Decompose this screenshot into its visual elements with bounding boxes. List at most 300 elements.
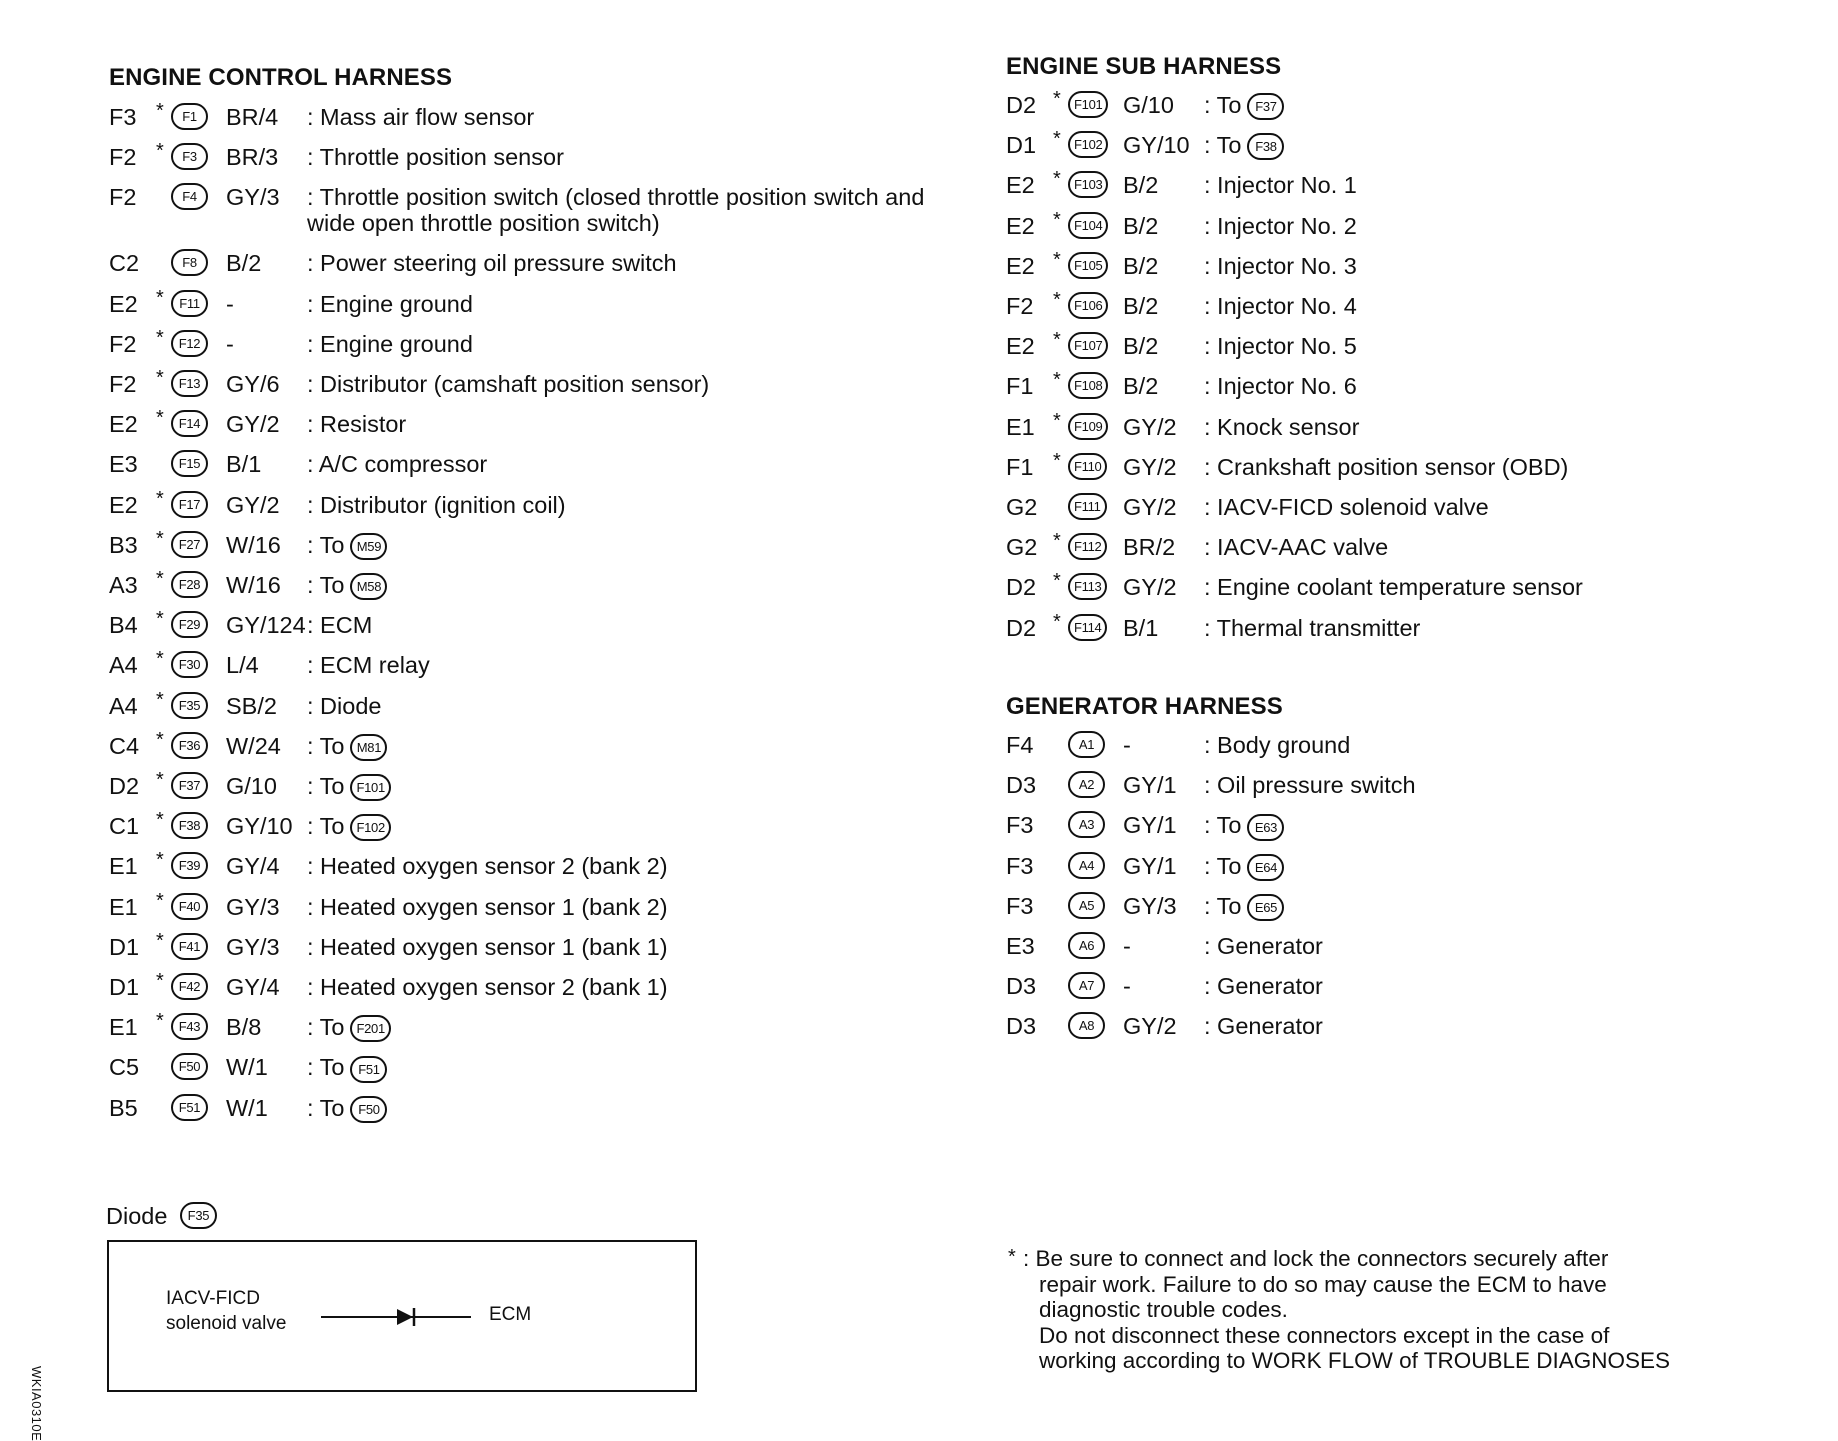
wire-spec: B/8 [226, 1014, 262, 1041]
lock-star: * [1053, 289, 1061, 311]
lock-star: * [156, 728, 164, 751]
lock-star: * [1053, 88, 1061, 110]
connector-badge: A2 [1068, 771, 1105, 798]
description: : ECM relay [307, 652, 430, 679]
harness-row [1006, 853, 1786, 893]
description [307, 1095, 387, 1123]
harness-row [1006, 128, 1786, 172]
lock-star: * [156, 326, 164, 349]
location-code: D1 [109, 933, 140, 960]
location-code: B4 [109, 612, 138, 639]
description: : Engine coolant temperature sensor [1204, 574, 1583, 601]
lock-star: * [156, 407, 164, 430]
location-code: E3 [109, 451, 138, 478]
wire-spec: B/2 [1123, 252, 1159, 279]
lock-star: * [1053, 610, 1061, 633]
lock-star: * [1053, 208, 1061, 231]
lock-star: * [156, 140, 164, 163]
connector-badge: F40 [171, 893, 208, 920]
connector-badge: F111 [1068, 493, 1107, 520]
harness-row [1006, 610, 1786, 655]
wire-spec: GY/1 [1123, 772, 1177, 799]
connector-badge: F39 [171, 852, 208, 879]
description [307, 813, 391, 841]
harness-row [1006, 812, 1786, 852]
description [1204, 812, 1284, 840]
location-code: C4 [109, 732, 140, 759]
location-code: C5 [109, 1054, 140, 1081]
lock-star: * [156, 889, 164, 912]
connector-badge: F13 [171, 370, 208, 397]
connector-badge: F101 [350, 774, 390, 801]
location-code: D2 [1006, 574, 1037, 601]
connector-badge: F27 [171, 531, 208, 558]
wire-spec: - [1123, 933, 1131, 959]
description-text: : To [307, 813, 345, 840]
connector-badge: F201 [350, 1015, 390, 1042]
harness-row [109, 608, 889, 652]
harness-row [1006, 248, 1786, 293]
connector-badge: F112 [1068, 533, 1107, 560]
description-text: : To [1204, 812, 1242, 839]
harness-row [109, 527, 889, 572]
harness-row [1006, 449, 1786, 494]
wire-spec: - [226, 290, 234, 317]
description: : Throttle position switch (closed throttle position switch and wide open throttle position switch) [307, 184, 925, 237]
harness-row [1006, 208, 1786, 253]
location-code: E2 [1006, 172, 1035, 199]
lock-star: * [156, 648, 164, 671]
diode-diagram [107, 1240, 697, 1392]
connector-badge: F3 [171, 143, 208, 170]
lock-star: * [156, 970, 164, 992]
wire-spec: GY/4 [226, 974, 280, 1000]
connector-badge: F114 [1068, 614, 1107, 641]
harness-row [109, 688, 889, 733]
location-code: E1 [109, 1014, 138, 1041]
description-text: : To [1204, 132, 1242, 159]
wire-spec: GY/1 [1123, 852, 1177, 879]
lock-star: * [156, 286, 164, 309]
description [1204, 893, 1284, 921]
location-code: B5 [109, 1094, 138, 1121]
harness-row [109, 970, 889, 1014]
description: : IACV-FICD solenoid valve [1204, 494, 1489, 520]
harness-row [1006, 369, 1786, 413]
wire-spec: GY/2 [226, 491, 280, 518]
connector-badge: F108 [1068, 372, 1108, 399]
harness-row [1006, 893, 1786, 933]
wire-spec: BR/2 [1123, 534, 1176, 561]
wire-spec: GY/2 [1123, 494, 1177, 520]
lock-star: * [156, 929, 164, 952]
harness-row [109, 451, 889, 491]
connector-badge: M81 [350, 734, 387, 761]
description [307, 1014, 391, 1042]
harness-row [1006, 732, 1786, 772]
connector-badge: A4 [1068, 852, 1105, 879]
wire-spec: GY/2 [1123, 413, 1177, 440]
location-code: F3 [1006, 852, 1034, 879]
wire-spec: GY/2 [1123, 1013, 1177, 1040]
connector-badge: F50 [171, 1053, 208, 1080]
connector-badge: E64 [1247, 854, 1284, 881]
connector-badge: F103 [1068, 171, 1108, 198]
description: : Engine ground [307, 330, 473, 357]
connector-badge: A3 [1068, 811, 1105, 838]
wire-spec: B/2 [226, 250, 262, 277]
harness-row [109, 809, 889, 853]
harness-row [109, 286, 889, 331]
harness-row [109, 1095, 889, 1135]
location-code: C1 [109, 813, 140, 840]
note-line-3: diagnostic trouble codes. [1039, 1297, 1288, 1322]
connector-badge: E63 [1247, 814, 1284, 841]
lock-star: * [1053, 248, 1061, 271]
description-text: : To [307, 1014, 345, 1041]
engine-control-title: ENGINE CONTROL HARNESS [109, 64, 453, 91]
description: : IACV-AAC valve [1204, 534, 1389, 561]
wire-spec: GY/3 [226, 893, 280, 920]
connector-badge: F8 [171, 249, 208, 276]
location-code: E2 [109, 411, 138, 438]
description: : Distributor (ignition coil) [307, 491, 566, 518]
description [307, 1054, 387, 1082]
harness-row [1006, 289, 1786, 333]
warning-note [1023, 1246, 1670, 1374]
connector-badge: F28 [171, 571, 208, 598]
description: : Resistor [307, 411, 407, 438]
lock-star: * [1053, 168, 1061, 191]
description-text: : To [307, 732, 345, 759]
description: : Heated oxygen sensor 2 (bank 1) [307, 974, 668, 1000]
wire-spec: BR/3 [226, 144, 279, 171]
lock-star: * [156, 1010, 164, 1033]
connector-badge: F110 [1068, 453, 1107, 480]
generator-title: GENERATOR HARNESS [1006, 693, 1283, 720]
location-code: A4 [109, 692, 138, 719]
connector-badge: F50 [350, 1096, 387, 1123]
harness-row [109, 849, 889, 893]
location-code: G2 [1006, 534, 1038, 561]
harness-row [109, 367, 889, 411]
description-text: : To [1204, 92, 1242, 118]
location-code: D2 [109, 773, 140, 799]
description [307, 733, 387, 761]
harness-row [109, 407, 889, 451]
location-code: E2 [1006, 212, 1035, 239]
description-text: : To [307, 1054, 345, 1081]
note-star: * [1008, 1246, 1016, 1268]
wire-spec: - [226, 330, 234, 357]
lock-star: * [1053, 530, 1061, 553]
harness-row [1006, 1013, 1786, 1053]
wire-spec: W/16 [226, 531, 281, 558]
location-code: F1 [1006, 373, 1034, 400]
lock-star: * [156, 487, 164, 510]
connector-badge: M59 [350, 533, 387, 560]
harness-row [109, 1010, 889, 1054]
wire-spec: B/1 [1123, 614, 1159, 641]
note-line-4: Do not disconnect these connectors except in the case of [1039, 1322, 1610, 1348]
description: : Distributor (camshaft position sensor) [307, 371, 710, 397]
location-code: G2 [1006, 494, 1038, 520]
location-code: B3 [109, 531, 138, 558]
description-text: : To [307, 773, 345, 799]
connector-badge: F37 [171, 772, 208, 799]
description [1204, 92, 1284, 120]
wire-spec: GY/2 [1123, 574, 1177, 601]
harness-row [109, 568, 889, 612]
location-code: E1 [109, 853, 138, 880]
connector-badge: F29 [171, 611, 208, 638]
wire-spec: GY/1 [1123, 812, 1177, 839]
connector-badge: F14 [171, 410, 208, 437]
description-text: : To [1204, 852, 1242, 879]
location-code: F2 [109, 330, 137, 357]
wire-spec: - [1123, 973, 1131, 1000]
location-code: D3 [1006, 1013, 1037, 1040]
wire-spec: B/2 [1123, 172, 1159, 199]
description: : Injector No. 5 [1204, 333, 1357, 360]
description: : Throttle position sensor [307, 144, 564, 171]
description: : Generator [1204, 933, 1323, 959]
wire-spec: GY/124 [226, 612, 306, 639]
lock-star: * [156, 769, 164, 791]
location-code: A3 [109, 572, 138, 598]
lock-star: * [156, 809, 164, 832]
wire-spec: B/2 [1123, 293, 1159, 319]
location-code: D3 [1006, 973, 1037, 1000]
connector-badge: F1 [171, 103, 208, 130]
connector-badge: F105 [1068, 252, 1108, 279]
diode-label: Diode [106, 1203, 168, 1229]
wire-spec: GY/4 [226, 853, 280, 880]
harness-row [109, 250, 889, 290]
location-code: E2 [1006, 252, 1035, 279]
description-text: : To [307, 531, 345, 558]
lock-star: * [1053, 128, 1061, 151]
harness-row [1006, 530, 1786, 574]
description: : Generator [1204, 1013, 1323, 1040]
connector-badge: E65 [1247, 894, 1284, 921]
wire-spec: B/1 [226, 451, 262, 478]
description: : Engine ground [307, 290, 473, 317]
description: : Thermal transmitter [1204, 614, 1421, 641]
diode-connector-badge: F35 [180, 1202, 217, 1229]
description: : Injector No. 6 [1204, 373, 1357, 400]
lock-star: * [156, 568, 164, 590]
lock-star: * [1053, 409, 1061, 432]
connector-badge: F38 [171, 812, 208, 839]
connector-badge: M58 [350, 573, 387, 600]
lock-star: * [156, 527, 164, 550]
location-code: A4 [109, 652, 138, 679]
harness-row [109, 889, 889, 934]
harness-row [1006, 329, 1786, 373]
description: : Mass air flow sensor [307, 104, 535, 130]
diode-left-label: IACV-FICD solenoid valve [166, 1288, 287, 1334]
lock-star: * [1053, 449, 1061, 472]
location-code: F2 [109, 371, 137, 397]
connector-badge: F109 [1068, 413, 1108, 440]
location-code: F3 [1006, 892, 1034, 919]
lock-star: * [156, 367, 164, 389]
wire-spec: SB/2 [226, 692, 277, 719]
harness-row [1006, 570, 1786, 614]
connector-badge: F38 [1247, 133, 1284, 160]
description: : Power steering oil pressure switch [307, 250, 677, 277]
description-text: : To [1204, 892, 1242, 919]
connector-badge: F102 [1068, 131, 1108, 158]
description-text: : To [307, 572, 345, 598]
connector-badge: F35 [171, 692, 208, 719]
description: : Oil pressure switch [1204, 772, 1416, 799]
wire-spec: G/10 [226, 773, 277, 799]
lock-star: * [156, 688, 164, 711]
harness-row [109, 769, 889, 813]
wire-spec: GY/2 [226, 411, 280, 438]
harness-row [109, 184, 925, 237]
lock-star: * [156, 849, 164, 872]
figure-code: WKIA0310E [29, 1366, 44, 1441]
connector-badge: A1 [1068, 731, 1105, 758]
wire-spec: - [1123, 732, 1131, 758]
harness-row [109, 728, 889, 773]
connector-badge: F107 [1068, 332, 1108, 359]
harness-row [109, 648, 889, 692]
description: : Heated oxygen sensor 1 (bank 2) [307, 893, 668, 920]
description: : Heated oxygen sensor 1 (bank 1) [307, 933, 668, 960]
description: : Diode [307, 692, 382, 719]
diode-right-label: ECM [489, 1304, 532, 1325]
location-code: D1 [109, 974, 140, 1000]
note-line-5: working according to WORK FLOW of TROUBLE DIAGNOSES [1039, 1348, 1671, 1373]
diode-heading [106, 1203, 217, 1231]
wire-spec: W/1 [226, 1054, 268, 1081]
location-code: D3 [1006, 772, 1037, 799]
connector-badge: F43 [171, 1013, 208, 1040]
description: : Generator [1204, 973, 1323, 1000]
description [1204, 853, 1284, 881]
wire-spec: GY/10 [1123, 132, 1190, 159]
connector-badge: F102 [350, 814, 390, 841]
connector-badge: F11 [171, 290, 208, 317]
location-code: E1 [1006, 413, 1035, 440]
connector-badge: F30 [171, 651, 208, 678]
connector-badge: F36 [171, 732, 208, 759]
lock-star: * [156, 608, 164, 631]
description: : Heated oxygen sensor 2 (bank 2) [307, 853, 668, 880]
wire-spec: BR/4 [226, 104, 279, 130]
harness-row [1006, 88, 1786, 132]
connector-badge: A6 [1068, 932, 1105, 959]
description: : Injector No. 2 [1204, 212, 1357, 239]
wire-spec: W/16 [226, 572, 281, 598]
wire-spec: GY/3 [226, 933, 280, 960]
connector-badge: F51 [171, 1094, 208, 1121]
connector-badge: F15 [171, 450, 208, 477]
connector-badge: F106 [1068, 292, 1108, 319]
description [307, 532, 387, 560]
wire-spec: B/2 [1123, 373, 1159, 400]
harness-row [1006, 772, 1786, 812]
connector-badge: F4 [171, 183, 208, 210]
description [307, 572, 387, 600]
lock-star: * [1053, 329, 1061, 352]
harness-row [109, 100, 889, 144]
location-code: E2 [1006, 333, 1035, 360]
connector-badge: F51 [350, 1056, 387, 1083]
location-code: C2 [109, 250, 140, 277]
location-code: E2 [109, 491, 138, 518]
location-code: F1 [1006, 453, 1034, 480]
wire-spec: B/2 [1123, 333, 1159, 360]
description: : A/C compressor [307, 451, 488, 478]
wire-spec: W/1 [226, 1094, 268, 1121]
wire-spec: GY/3 [1123, 892, 1177, 919]
description: : Injector No. 3 [1204, 252, 1357, 279]
connector-badge: F113 [1068, 573, 1107, 600]
wire-spec: GY/3 [226, 184, 280, 211]
description: : Crankshaft position sensor (OBD) [1204, 453, 1569, 480]
harness-row [109, 140, 889, 184]
harness-row [1006, 168, 1786, 212]
connector-badge: A8 [1068, 1012, 1105, 1039]
diode-symbol-icon [321, 1302, 471, 1332]
location-code: F2 [109, 144, 137, 171]
wire-spec: B/2 [1123, 212, 1159, 239]
description: : Knock sensor [1204, 413, 1360, 440]
harness-row [1006, 933, 1786, 973]
location-code: F3 [1006, 812, 1034, 839]
harness-row [109, 1054, 889, 1094]
harness-row [1006, 409, 1786, 454]
description: : ECM [307, 612, 373, 639]
location-code: D1 [1006, 132, 1037, 159]
connector-badge: F17 [171, 491, 208, 518]
note-line-2: repair work. Failure to do so may cause the ECM to have [1039, 1271, 1607, 1297]
description [1204, 132, 1284, 160]
connector-badge: F104 [1068, 212, 1108, 239]
location-code: F4 [1006, 732, 1034, 758]
description: : Injector No. 1 [1204, 172, 1357, 199]
lock-star: * [1053, 570, 1061, 593]
connector-badge: F12 [171, 330, 208, 357]
wire-spec: W/24 [226, 732, 281, 759]
description-text: : To [307, 1094, 345, 1121]
location-code: D2 [1006, 614, 1037, 641]
harness-row [1006, 494, 1786, 534]
location-code: E3 [1006, 933, 1035, 959]
harness-row [109, 929, 889, 974]
location-code: F2 [109, 184, 137, 211]
wire-spec: GY/2 [1123, 453, 1177, 480]
connector-badge: F101 [1068, 91, 1108, 118]
wire-spec: G/10 [1123, 92, 1174, 118]
location-code: D2 [1006, 92, 1037, 118]
lock-star: * [1053, 369, 1061, 392]
location-code: F3 [109, 104, 137, 130]
note-line-1: : Be sure to connect and lock the connectors securely after [1023, 1246, 1609, 1271]
description: : Injector No. 4 [1204, 293, 1357, 319]
connector-badge: A7 [1068, 972, 1105, 999]
lock-star: * [156, 100, 164, 122]
connector-badge: F41 [171, 933, 208, 960]
harness-row [1006, 973, 1786, 1013]
wire-spec: L/4 [226, 652, 259, 679]
engine-sub-title: ENGINE SUB HARNESS [1006, 53, 1282, 80]
